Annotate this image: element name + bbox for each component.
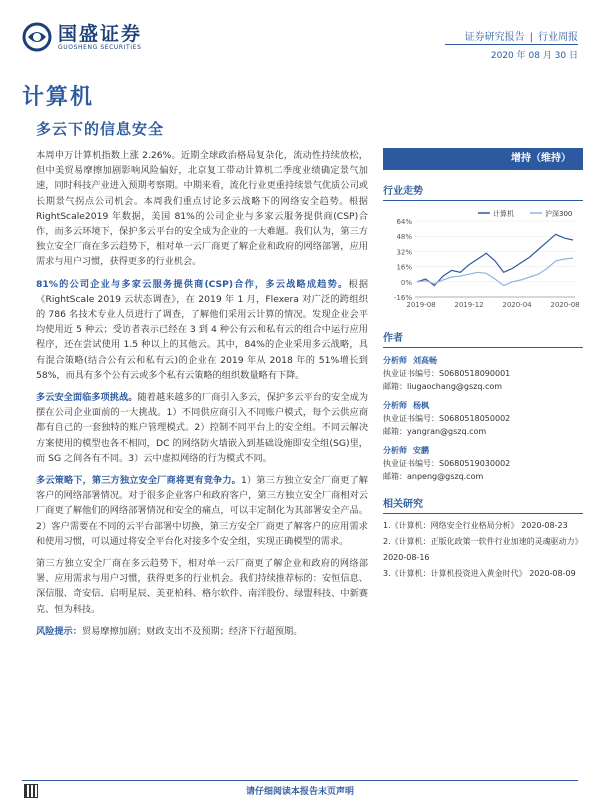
page-subtitle: 多云下的信息安全 xyxy=(36,120,165,138)
paragraph-lead: 多云安全面临多项挑战。 xyxy=(36,392,138,404)
related-item-title: 1.《计算机：网络安全行业格局分析》 xyxy=(383,521,519,530)
y-tick-label: 0% xyxy=(400,278,412,287)
analyst-list xyxy=(383,354,583,483)
analyst-cert: 执业证书编号：S0680518050002 xyxy=(383,414,511,423)
legend-label: 沪深300 xyxy=(545,210,573,218)
related-list xyxy=(383,518,583,582)
related-item-title: 2.《计算机：正版化政策一软件行业加速的灵魂驱动力》 xyxy=(383,537,583,546)
risk-lead: 风险提示： xyxy=(36,625,82,637)
paragraph-risk xyxy=(36,624,368,639)
report-subtype-label: 行业周报 xyxy=(538,32,578,43)
paragraph-vendors xyxy=(36,473,368,549)
separator: | xyxy=(529,32,533,43)
series-line-computer xyxy=(417,234,573,285)
related-item-date: 2020-08-09 xyxy=(529,569,576,578)
trend-section-title: 行业走势 xyxy=(383,182,583,201)
authors-section-title: 作者 xyxy=(383,329,583,348)
series-line-hs300 xyxy=(417,258,573,286)
legend-label: 计算机 xyxy=(493,210,514,218)
related-item[interactable] xyxy=(383,534,583,550)
analyst-role: 分析师 xyxy=(383,401,407,410)
related-item-date-line: 2020-08-16 xyxy=(383,553,430,562)
report-type xyxy=(465,28,578,43)
analyst-email[interactable]: 邮箱：liugaochang@gszq.com xyxy=(383,382,503,391)
report-body xyxy=(36,148,368,646)
y-tick-label: 64% xyxy=(396,218,412,226)
x-tick-label: 2020-08 xyxy=(550,301,580,309)
paragraph-challenges xyxy=(36,390,368,466)
risk-text: 贸易摩擦加剧；财政支出不及预期；经济下行超预期。 xyxy=(81,625,303,637)
analyst-card xyxy=(383,444,583,483)
page-title: 计算机 xyxy=(22,85,95,110)
analyst-email[interactable]: 邮箱：yangran@gszq.com xyxy=(383,427,487,436)
logo-mark-icon xyxy=(22,22,52,52)
paragraph-lead: 81%的公司企业与多家云服务提供商(CSP)合作，多云战略成趋势。 xyxy=(36,278,349,290)
analyst-card xyxy=(383,399,583,438)
analyst-card xyxy=(383,354,583,393)
page-footer xyxy=(0,770,600,800)
report-type-label: 证券研究报告 xyxy=(464,32,525,43)
paragraph-lead: 多云策略下，第三方独立安全厂商将更有竞争力。 xyxy=(36,475,242,487)
header-divider xyxy=(445,44,578,45)
related-item[interactable] xyxy=(383,566,583,582)
trend-chart xyxy=(383,207,583,317)
analyst-name: 安鹏 xyxy=(413,446,429,455)
analyst-role: 分析师 xyxy=(383,446,407,455)
logo-name-cn: 国盛证券 xyxy=(58,22,143,45)
page-header xyxy=(0,0,600,70)
x-tick-label: 2019-12 xyxy=(454,301,484,309)
related-section-title: 相关研究 xyxy=(383,495,583,514)
report-date: 2020 年 08 月 30 日 xyxy=(490,51,578,61)
paragraph-text: 随着越来越多的厂商引入多云，保护多云平台的安全成为摆在公司企业面前的一大挑战。1）不同供应商引入不同账户模式，每个云供应商都有自己的一套独特的账户管理模式。2）控制不同平台上的安全组。不同云解决方案使用的模型也各不相同，DC 的网络防火墙嵌入到基础设施即安全组(SG)里，而 SG 之间各有不同。3）云中虚拟网络的行为模式不同。 xyxy=(36,392,369,464)
analyst-role: 分析师 xyxy=(383,356,407,365)
company-logo xyxy=(22,22,142,52)
y-tick-label: 48% xyxy=(396,233,412,242)
paragraph-text: 1）第三方独立安全厂商更了解客户的网络部署情况。对于很多企业客户和政府客户，第三方独立安全厂商相对云厂商更了解他们的网络部署情况和安全的痛点，可以丰定制化为其部署安全产品。2）客户需要在不同的云平台部署中切换，第三方安全厂商更了解客户的应用需求和使用习惯，可以通过将安全平台化对接多个安全组，实现正确模型的需求。 xyxy=(36,475,368,547)
paragraph-recommendations: 第三方独立安全厂商在多云趋势下，相对单一云厂商更了解企业和政府的网络部署、应用需求与用户习惯，获得更多的行业机会。我们持续推荐标的：安恒信息、深信服、奇安信、启明星辰、美亚柏科、格尔软件、南洋股份、绿盟科技、中新赛克、恒为科技。 xyxy=(36,558,368,615)
analyst-name: 刘高畅 xyxy=(413,356,437,365)
x-tick-label: 2019-08 xyxy=(406,301,436,309)
footer-divider xyxy=(22,780,578,781)
logo-name-en: GUOSHENG SECURITIES xyxy=(58,43,142,51)
paragraph-text: 根据《RightScale 2019 云状态调查》，在 2019 年 1 月，Flexera 对广泛的跨组织的 786 名技术专业人员进行了调查，了解他们采用云计算的情况。发现企业会平均使用近 5 种云；受访者表示已经在 3 到 4 种公有云和私有云的组合中运行应用程序，还在尝试使用 1.5 种以上的其他云。其中，84%的企业采用多云战略，具有混合策略(结合公有云和私有云)的企业在 2019 年从 2018 年的 51%增长到 58%，而具有多个公有云或多个私有云策略的组织数量略有下降。 xyxy=(36,278,369,381)
y-tick-label: 32% xyxy=(396,248,412,257)
analyst-cert: 执业证书编号：S0680519030002 xyxy=(383,459,511,468)
rating-badge: 增持（维持） xyxy=(383,148,583,170)
sidebar xyxy=(383,148,583,582)
related-item-title: 3.《计算机：计算机投资进入黄金时代》 xyxy=(383,569,527,578)
analyst-cert: 执业证书编号：S0680518090001 xyxy=(383,369,511,378)
y-tick-label: 16% xyxy=(396,263,412,272)
related-item[interactable] xyxy=(383,518,583,534)
y-tick-label: -16% xyxy=(393,294,412,302)
analyst-email[interactable]: 邮箱：anpeng@gszq.com xyxy=(383,472,484,481)
related-item-date: 2020-08-23 xyxy=(521,521,568,530)
x-tick-label: 2020-04 xyxy=(502,301,532,309)
analyst-name: 杨枫 xyxy=(413,401,429,410)
trend-chart-svg xyxy=(383,207,583,317)
paragraph-summary: 本周申万计算机指数上涨 2.26%。近期全球政治格局复杂化，流动性持续放松，但中美贸易摩擦加剧影响风险偏好，北京复工带动计算机二季度业绩确定景气加速，同时科技产业进入预期考察期。中期来看，流化行业更重持续景气优质公司或长期景气拐点公司机会。本周我们重点讨论多云战略下的网络安全趋势。根据 RightScale2019 年数据，美国 81%的公司企业与多家云服务提供商(CSP)合作，而多云环境下，保护多云平台的安全成为企业的一大难题。我们认为，第三方独立安全厂商在多云趋势下，相对单一云厂商更了解企业和政府的网络部署，应用需求与用户习惯，获得更多的行业机会。 xyxy=(36,150,368,268)
paragraph-multicloud xyxy=(36,277,368,383)
footer-disclaimer: 请仔细阅读本报告末页声明 xyxy=(245,787,354,797)
